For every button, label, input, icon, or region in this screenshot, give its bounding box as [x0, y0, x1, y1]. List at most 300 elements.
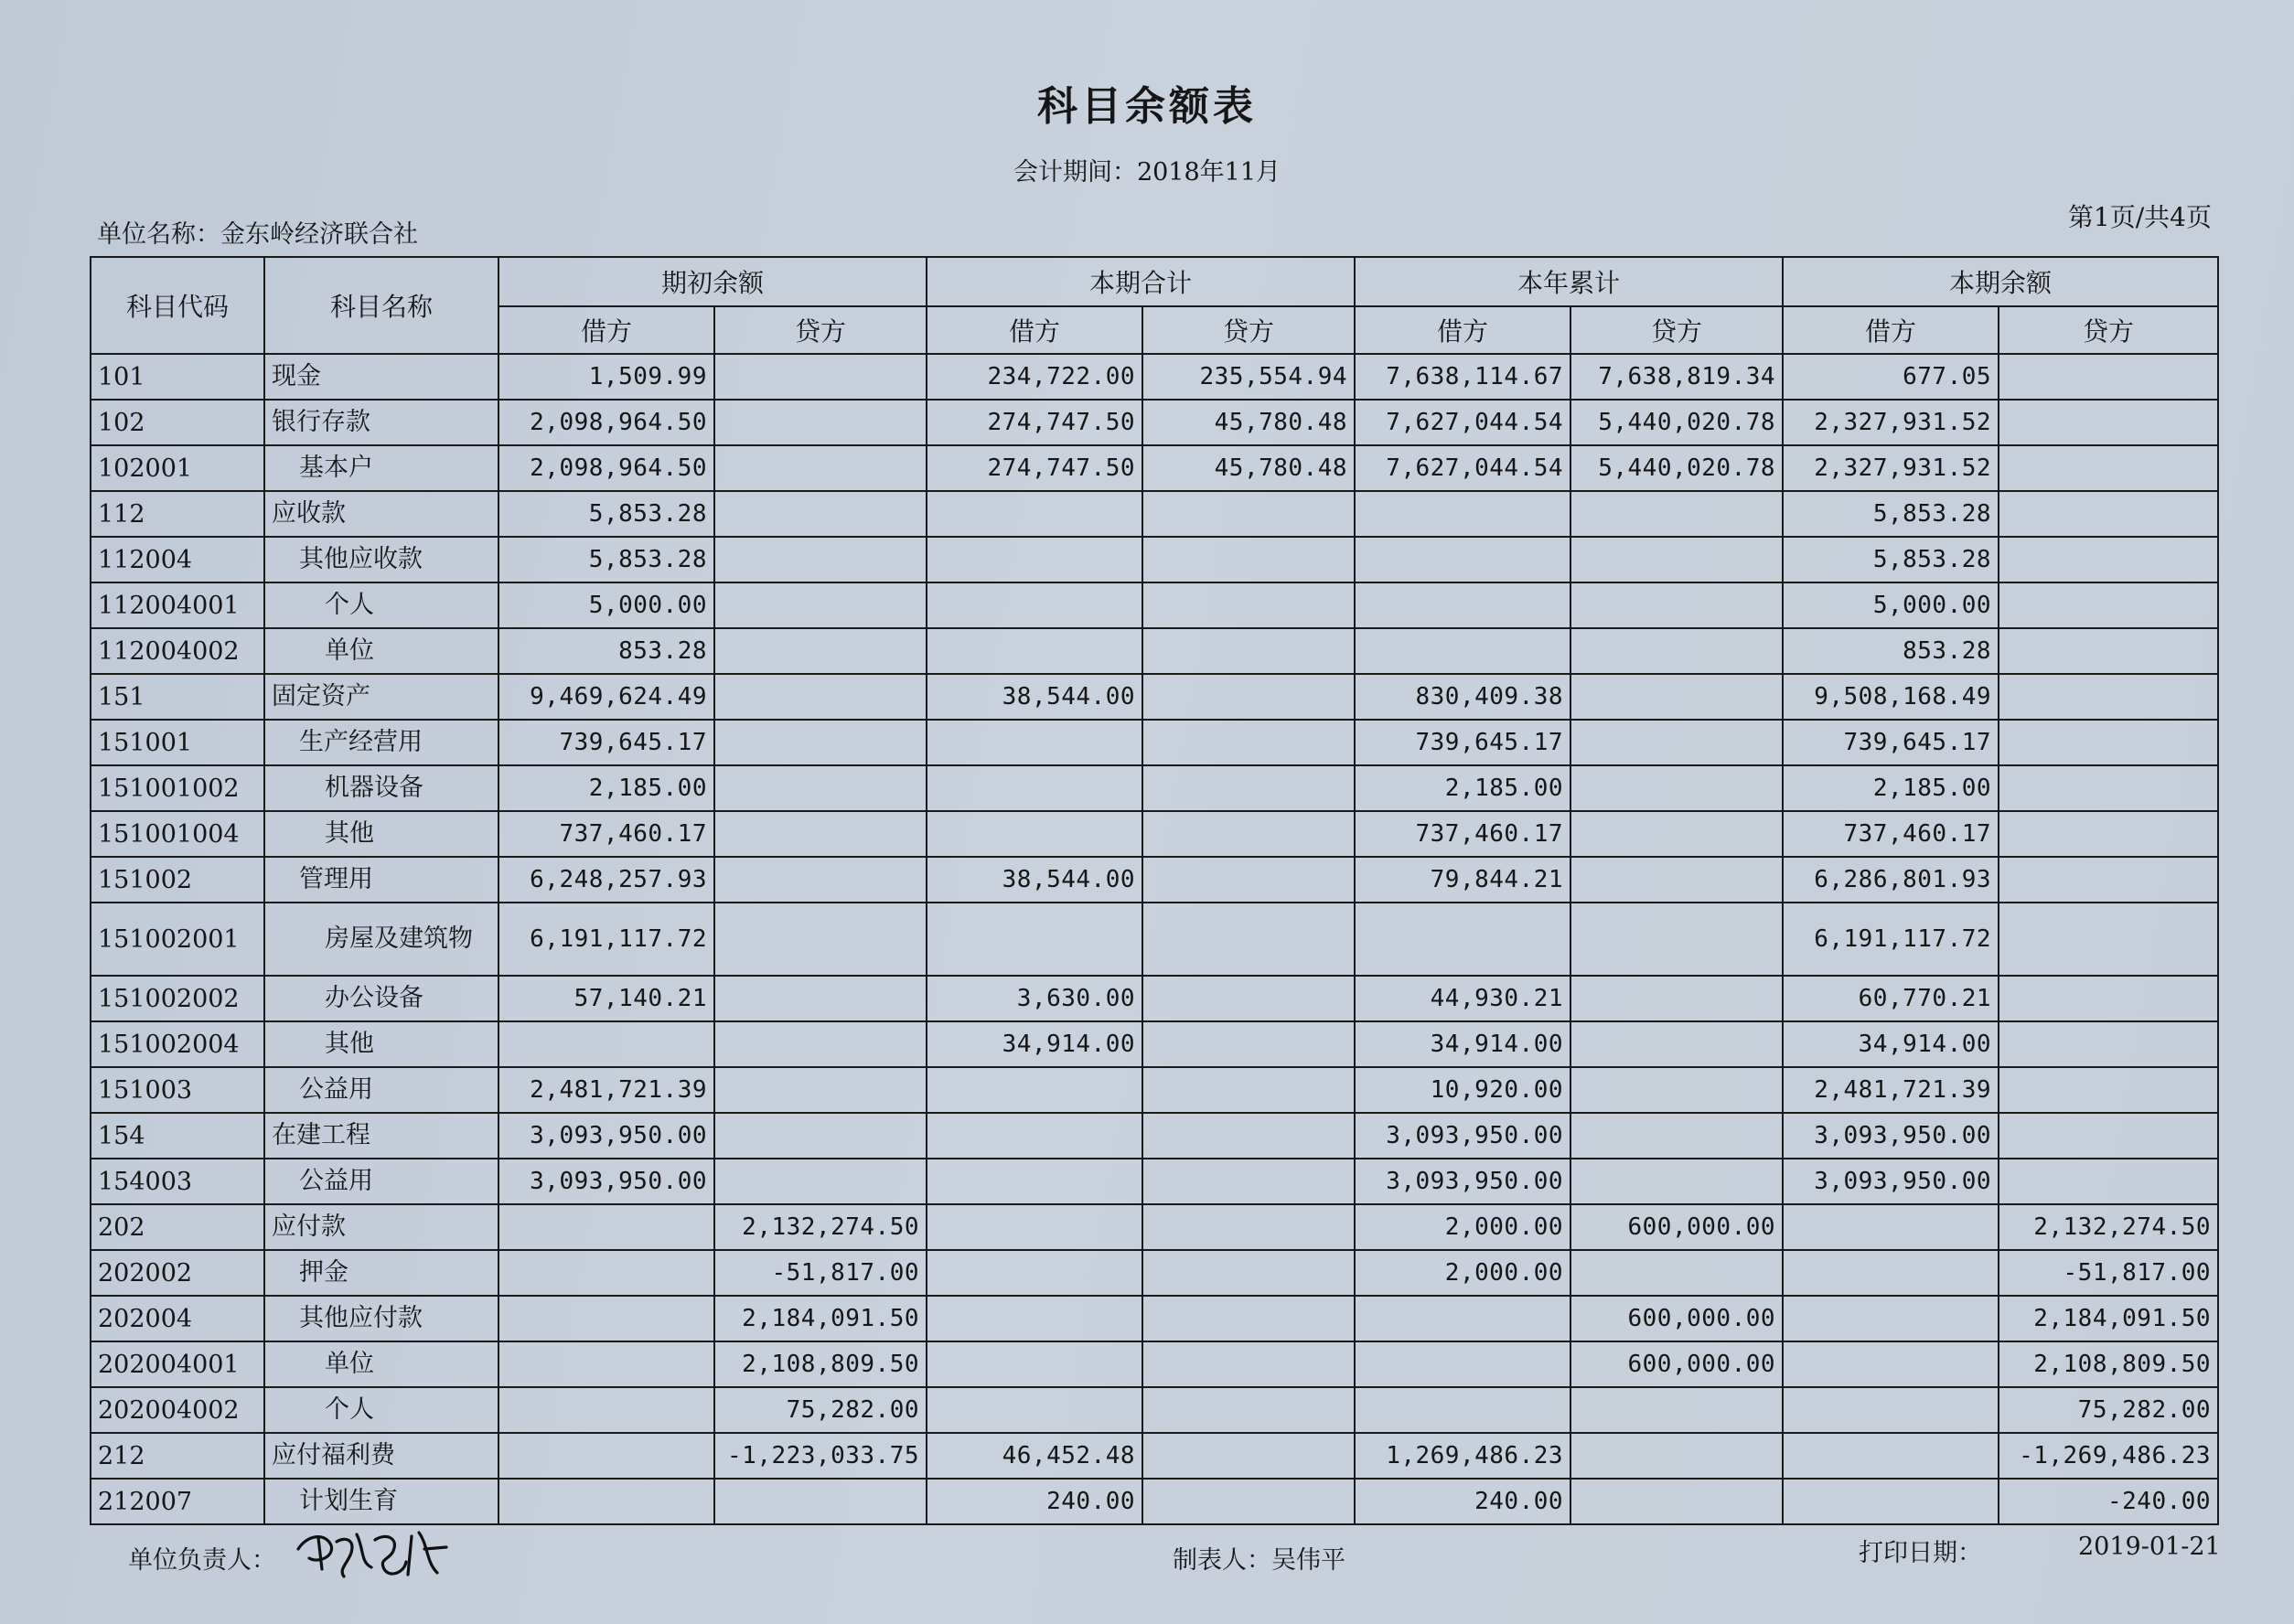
closing-credit-cell: 2,108,809.50 — [1999, 1341, 2218, 1387]
account-name: 基本户 — [264, 445, 498, 491]
header-year-to-date: 本年累计 — [1355, 257, 1783, 306]
ytd-debit-cell: 7,627,044.54 — [1355, 400, 1570, 445]
ytd-credit-cell — [1570, 491, 1783, 537]
closing-debit-cell: 3,093,950.00 — [1783, 1159, 1999, 1204]
opening-debit-cell — [498, 1204, 714, 1250]
closing-credit-cell — [1999, 976, 2218, 1021]
closing-debit-cell: 3,093,950.00 — [1783, 1113, 1999, 1159]
account-code: 151002 — [91, 857, 264, 903]
ytd-debit-cell: 44,930.21 — [1355, 976, 1570, 1021]
ytd-debit-cell: 830,409.38 — [1355, 674, 1570, 720]
period-debit-cell — [927, 1204, 1142, 1250]
account-name: 计划生育 — [264, 1479, 498, 1524]
ytd-debit-cell — [1355, 903, 1570, 976]
account-name: 其他 — [264, 1021, 498, 1067]
account-code: 112 — [91, 491, 264, 537]
table-row — [91, 1250, 2218, 1296]
table-row — [91, 1067, 2218, 1113]
page-title: 科目余额表 — [1037, 83, 1257, 130]
account-code: 112004 — [91, 537, 264, 582]
period-credit-cell — [1142, 1387, 1355, 1433]
closing-debit-cell — [1783, 1250, 1999, 1296]
table-row — [91, 1433, 2218, 1479]
ytd-debit-cell: 34,914.00 — [1355, 1021, 1570, 1067]
table-row — [91, 582, 2218, 628]
closing-debit-cell: 5,853.28 — [1783, 537, 1999, 582]
period-credit-cell — [1142, 1341, 1355, 1387]
opening-debit-cell: 3,093,950.00 — [498, 1159, 714, 1204]
period-debit-cell — [927, 720, 1142, 765]
ytd-debit-cell — [1355, 1341, 1570, 1387]
closing-credit-cell — [1999, 720, 2218, 765]
period-debit-cell — [927, 628, 1142, 674]
account-code: 151001 — [91, 720, 264, 765]
closing-debit-cell: 2,481,721.39 — [1783, 1067, 1999, 1113]
opening-debit-cell: 2,481,721.39 — [498, 1067, 714, 1113]
ytd-credit-cell — [1570, 537, 1783, 582]
ytd-credit-cell: 7,638,819.34 — [1570, 354, 1783, 400]
responsible-label: 单位负责人： — [128, 1546, 276, 1575]
ytd-debit-cell: 1,269,486.23 — [1355, 1433, 1570, 1479]
header-debit: 借方 — [1355, 306, 1570, 354]
header-closing-balance: 本期余额 — [1783, 257, 2218, 306]
ytd-credit-cell: 600,000.00 — [1570, 1296, 1783, 1341]
account-code: 212007 — [91, 1479, 264, 1524]
account-code: 202004 — [91, 1296, 264, 1341]
period-debit-cell — [927, 537, 1142, 582]
table-row — [91, 628, 2218, 674]
opening-credit-cell — [714, 1067, 927, 1113]
table-row — [91, 354, 2218, 400]
closing-credit-cell: -240.00 — [1999, 1479, 2218, 1524]
period-credit-cell — [1142, 582, 1355, 628]
ytd-credit-cell: 600,000.00 — [1570, 1341, 1783, 1387]
table-row — [91, 491, 2218, 537]
period-credit-cell — [1142, 1296, 1355, 1341]
account-name: 生产经营用 — [264, 720, 498, 765]
opening-credit-cell — [714, 491, 927, 537]
period-credit-cell — [1142, 976, 1355, 1021]
table-row — [91, 765, 2218, 811]
account-code: 202002 — [91, 1250, 264, 1296]
opening-credit-cell — [714, 976, 927, 1021]
opening-debit-cell: 1,509.99 — [498, 354, 714, 400]
ytd-credit-cell: 5,440,020.78 — [1570, 445, 1783, 491]
account-code: 202 — [91, 1204, 264, 1250]
ytd-debit-cell: 240.00 — [1355, 1479, 1570, 1524]
header-row-groups — [91, 257, 2218, 306]
ytd-credit-cell — [1570, 1433, 1783, 1479]
table-row — [91, 445, 2218, 491]
period-credit-cell — [1142, 1021, 1355, 1067]
closing-debit-cell — [1783, 1296, 1999, 1341]
period-credit-cell: 235,554.94 — [1142, 354, 1355, 400]
print-date-label: 打印日期： — [1859, 1539, 1982, 1567]
ytd-credit-cell — [1570, 976, 1783, 1021]
opening-debit-cell: 853.28 — [498, 628, 714, 674]
closing-credit-cell — [1999, 628, 2218, 674]
ytd-debit-cell — [1355, 491, 1570, 537]
opening-credit-cell — [714, 857, 927, 903]
opening-credit-cell — [714, 1159, 927, 1204]
account-name: 公益用 — [264, 1159, 498, 1204]
period-debit-cell — [927, 765, 1142, 811]
closing-credit-cell — [1999, 1113, 2218, 1159]
table-row — [91, 537, 2218, 582]
closing-debit-cell: 2,185.00 — [1783, 765, 1999, 811]
header-name: 科目名称 — [264, 257, 498, 354]
closing-debit-cell: 34,914.00 — [1783, 1021, 1999, 1067]
account-name: 应付款 — [264, 1204, 498, 1250]
opening-debit-cell: 739,645.17 — [498, 720, 714, 765]
period-debit-cell — [927, 1341, 1142, 1387]
balance-table — [90, 256, 2219, 1525]
table-row — [91, 1159, 2218, 1204]
header-opening-balance: 期初余额 — [498, 257, 927, 306]
period-credit-cell — [1142, 857, 1355, 903]
opening-credit-cell — [714, 903, 927, 976]
table-row — [91, 400, 2218, 445]
ytd-credit-cell: 5,440,020.78 — [1570, 400, 1783, 445]
period-credit-cell — [1142, 903, 1355, 976]
ytd-credit-cell — [1570, 1387, 1783, 1433]
closing-debit-cell — [1783, 1204, 1999, 1250]
handwritten-signature — [291, 1522, 456, 1586]
account-code: 102001 — [91, 445, 264, 491]
table-row — [91, 857, 2218, 903]
account-code: 212 — [91, 1433, 264, 1479]
closing-credit-cell — [1999, 765, 2218, 811]
closing-credit-cell: 2,132,274.50 — [1999, 1204, 2218, 1250]
account-code: 151002002 — [91, 976, 264, 1021]
ytd-credit-cell — [1570, 857, 1783, 903]
ytd-debit-cell: 2,000.00 — [1355, 1204, 1570, 1250]
period-credit-cell — [1142, 1067, 1355, 1113]
opening-credit-cell — [714, 1479, 927, 1524]
closing-credit-cell — [1999, 354, 2218, 400]
account-name: 应付福利费 — [264, 1433, 498, 1479]
opening-credit-cell — [714, 1113, 927, 1159]
opening-debit-cell: 57,140.21 — [498, 976, 714, 1021]
closing-debit-cell — [1783, 1479, 1999, 1524]
account-code: 101 — [91, 354, 264, 400]
account-code: 151001002 — [91, 765, 264, 811]
closing-debit-cell — [1783, 1387, 1999, 1433]
account-code: 202004002 — [91, 1387, 264, 1433]
account-name: 银行存款 — [264, 400, 498, 445]
table-row — [91, 1296, 2218, 1341]
period-credit-cell — [1142, 1113, 1355, 1159]
account-code: 112004002 — [91, 628, 264, 674]
period-debit-cell: 46,452.48 — [927, 1433, 1142, 1479]
period-credit-cell — [1142, 674, 1355, 720]
account-name: 押金 — [264, 1250, 498, 1296]
closing-credit-cell — [1999, 811, 2218, 857]
ytd-credit-cell — [1570, 903, 1783, 976]
opening-debit-cell: 6,248,257.93 — [498, 857, 714, 903]
period-credit-cell — [1142, 765, 1355, 811]
ytd-debit-cell — [1355, 537, 1570, 582]
opening-debit-cell: 3,093,950.00 — [498, 1113, 714, 1159]
table-row — [91, 976, 2218, 1021]
opening-credit-cell: 2,184,091.50 — [714, 1296, 927, 1341]
opening-credit-cell — [714, 445, 927, 491]
period-debit-cell — [927, 491, 1142, 537]
opening-credit-cell — [714, 537, 927, 582]
opening-credit-cell — [714, 354, 927, 400]
opening-debit-cell — [498, 1250, 714, 1296]
account-code: 151002004 — [91, 1021, 264, 1067]
closing-credit-cell — [1999, 857, 2218, 903]
period-debit-cell — [927, 903, 1142, 976]
ytd-debit-cell: 2,185.00 — [1355, 765, 1570, 811]
ytd-credit-cell: 600,000.00 — [1570, 1204, 1783, 1250]
period-debit-cell — [927, 1296, 1142, 1341]
period-debit-cell: 38,544.00 — [927, 674, 1142, 720]
opening-credit-cell — [714, 674, 927, 720]
header-credit: 贷方 — [1142, 306, 1355, 354]
ytd-debit-cell: 7,627,044.54 — [1355, 445, 1570, 491]
ytd-debit-cell: 10,920.00 — [1355, 1067, 1570, 1113]
account-code: 102 — [91, 400, 264, 445]
period-credit-cell — [1142, 811, 1355, 857]
opening-debit-cell — [498, 1433, 714, 1479]
period-debit-cell — [927, 811, 1142, 857]
header-code: 科目代码 — [91, 257, 264, 354]
ytd-debit-cell: 2,000.00 — [1355, 1250, 1570, 1296]
closing-credit-cell: -1,269,486.23 — [1999, 1433, 2218, 1479]
ytd-credit-cell — [1570, 674, 1783, 720]
header-period-total: 本期合计 — [927, 257, 1355, 306]
period-debit-cell: 3,630.00 — [927, 976, 1142, 1021]
table-row — [91, 811, 2218, 857]
period-debit-cell — [927, 582, 1142, 628]
header-debit: 借方 — [927, 306, 1142, 354]
ytd-debit-cell: 3,093,950.00 — [1355, 1113, 1570, 1159]
ytd-debit-cell: 737,460.17 — [1355, 811, 1570, 857]
opening-debit-cell — [498, 1387, 714, 1433]
opening-credit-cell — [714, 628, 927, 674]
header-credit: 贷方 — [1999, 306, 2218, 354]
opening-debit-cell: 5,853.28 — [498, 491, 714, 537]
account-name: 机器设备 — [264, 765, 498, 811]
ytd-debit-cell — [1355, 582, 1570, 628]
closing-credit-cell — [1999, 1067, 2218, 1113]
period-credit-cell — [1142, 1479, 1355, 1524]
account-name: 其他应付款 — [264, 1296, 498, 1341]
ytd-debit-cell: 739,645.17 — [1355, 720, 1570, 765]
period-debit-cell: 34,914.00 — [927, 1021, 1142, 1067]
period-debit-cell: 274,747.50 — [927, 445, 1142, 491]
period-debit-cell: 240.00 — [927, 1479, 1142, 1524]
opening-credit-cell — [714, 765, 927, 811]
ytd-debit-cell: 7,638,114.67 — [1355, 354, 1570, 400]
period-credit-cell — [1142, 628, 1355, 674]
account-name: 个人 — [264, 582, 498, 628]
account-code: 202004001 — [91, 1341, 264, 1387]
opening-debit-cell: 6,191,117.72 — [498, 903, 714, 976]
account-code: 151 — [91, 674, 264, 720]
account-code: 151003 — [91, 1067, 264, 1113]
account-name: 单位 — [264, 628, 498, 674]
account-name: 管理用 — [264, 857, 498, 903]
header-debit: 借方 — [498, 306, 714, 354]
closing-debit-cell: 5,000.00 — [1783, 582, 1999, 628]
period-debit-cell — [927, 1387, 1142, 1433]
ytd-credit-cell — [1570, 628, 1783, 674]
period-debit-cell — [927, 1067, 1142, 1113]
period-credit-cell — [1142, 1159, 1355, 1204]
closing-credit-cell — [1999, 674, 2218, 720]
closing-debit-cell: 6,191,117.72 — [1783, 903, 1999, 976]
ytd-credit-cell — [1570, 1159, 1783, 1204]
closing-credit-cell — [1999, 537, 2218, 582]
ytd-debit-cell: 79,844.21 — [1355, 857, 1570, 903]
account-name: 现金 — [264, 354, 498, 400]
ytd-credit-cell — [1570, 765, 1783, 811]
maker-label: 制表人：吴伟平 — [1173, 1546, 1345, 1575]
period-debit-cell — [927, 1159, 1142, 1204]
closing-debit-cell: 739,645.17 — [1783, 720, 1999, 765]
opening-credit-cell: 75,282.00 — [714, 1387, 927, 1433]
account-code: 151001004 — [91, 811, 264, 857]
ytd-debit-cell: 3,093,950.00 — [1355, 1159, 1570, 1204]
opening-debit-cell — [498, 1341, 714, 1387]
account-name: 在建工程 — [264, 1113, 498, 1159]
opening-credit-cell: -1,223,033.75 — [714, 1433, 927, 1479]
opening-debit-cell — [498, 1021, 714, 1067]
opening-credit-cell: -51,817.00 — [714, 1250, 927, 1296]
table-row — [91, 1113, 2218, 1159]
account-name: 固定资产 — [264, 674, 498, 720]
period-credit-cell — [1142, 1250, 1355, 1296]
closing-credit-cell — [1999, 491, 2218, 537]
period-debit-cell: 274,747.50 — [927, 400, 1142, 445]
closing-credit-cell: 75,282.00 — [1999, 1387, 2218, 1433]
period-credit-cell — [1142, 1433, 1355, 1479]
closing-debit-cell: 5,853.28 — [1783, 491, 1999, 537]
ytd-credit-cell — [1570, 1479, 1783, 1524]
opening-credit-cell — [714, 582, 927, 628]
period-debit-cell — [927, 1113, 1142, 1159]
period-credit-cell: 45,780.48 — [1142, 445, 1355, 491]
header-debit: 借方 — [1783, 306, 1999, 354]
closing-credit-cell — [1999, 400, 2218, 445]
period-credit-cell — [1142, 1204, 1355, 1250]
opening-debit-cell — [498, 1296, 714, 1341]
period-credit-cell — [1142, 720, 1355, 765]
header-credit: 贷方 — [1570, 306, 1783, 354]
ytd-debit-cell — [1355, 1387, 1570, 1433]
period-credit-cell — [1142, 537, 1355, 582]
closing-credit-cell — [1999, 1021, 2218, 1067]
account-name: 其他应收款 — [264, 537, 498, 582]
closing-debit-cell: 9,508,168.49 — [1783, 674, 1999, 720]
ytd-credit-cell — [1570, 811, 1783, 857]
closing-credit-cell: 2,184,091.50 — [1999, 1296, 2218, 1341]
closing-credit-cell — [1999, 582, 2218, 628]
ytd-credit-cell — [1570, 1250, 1783, 1296]
account-name: 应收款 — [264, 491, 498, 537]
opening-debit-cell: 2,098,964.50 — [498, 445, 714, 491]
period-debit-cell — [927, 1250, 1142, 1296]
opening-debit-cell — [498, 1479, 714, 1524]
opening-credit-cell: 2,108,809.50 — [714, 1341, 927, 1387]
ytd-credit-cell — [1570, 1067, 1783, 1113]
account-code: 151002001 — [91, 903, 264, 976]
table-row — [91, 1204, 2218, 1250]
closing-credit-cell — [1999, 445, 2218, 491]
closing-credit-cell: -51,817.00 — [1999, 1250, 2218, 1296]
period-credit-cell: 45,780.48 — [1142, 400, 1355, 445]
account-name: 办公设备 — [264, 976, 498, 1021]
account-name: 公益用 — [264, 1067, 498, 1113]
table-row — [91, 1021, 2218, 1067]
table-row — [91, 674, 2218, 720]
table-row — [91, 1341, 2218, 1387]
account-code: 112004001 — [91, 582, 264, 628]
unit-name: 单位名称：金东岭经济联合社 — [97, 220, 418, 249]
table-row — [91, 1479, 2218, 1524]
period-debit-cell: 38,544.00 — [927, 857, 1142, 903]
accounting-period: 会计期间：2018年11月 — [1013, 158, 1281, 187]
account-name: 个人 — [264, 1387, 498, 1433]
account-code: 154 — [91, 1113, 264, 1159]
closing-debit-cell — [1783, 1433, 1999, 1479]
closing-debit-cell: 853.28 — [1783, 628, 1999, 674]
closing-debit-cell: 2,327,931.52 — [1783, 400, 1999, 445]
page-indicator: 第1页/共4页 — [2067, 202, 2212, 232]
opening-debit-cell: 2,098,964.50 — [498, 400, 714, 445]
opening-debit-cell: 737,460.17 — [498, 811, 714, 857]
ytd-debit-cell — [1355, 628, 1570, 674]
ytd-credit-cell — [1570, 1021, 1783, 1067]
ytd-debit-cell — [1355, 1296, 1570, 1341]
ytd-credit-cell — [1570, 582, 1783, 628]
closing-debit-cell: 6,286,801.93 — [1783, 857, 1999, 903]
closing-debit-cell: 737,460.17 — [1783, 811, 1999, 857]
period-debit-cell: 234,722.00 — [927, 354, 1142, 400]
ytd-credit-cell — [1570, 1113, 1783, 1159]
closing-credit-cell — [1999, 903, 2218, 976]
table-body — [91, 354, 2218, 1524]
opening-credit-cell — [714, 1021, 927, 1067]
table-row — [91, 903, 2218, 976]
opening-debit-cell: 2,185.00 — [498, 765, 714, 811]
opening-debit-cell: 9,469,624.49 — [498, 674, 714, 720]
closing-debit-cell: 60,770.21 — [1783, 976, 1999, 1021]
period-credit-cell — [1142, 491, 1355, 537]
closing-debit-cell — [1783, 1341, 1999, 1387]
opening-credit-cell: 2,132,274.50 — [714, 1204, 927, 1250]
print-date: 2019-01-21 — [2078, 1533, 2221, 1561]
opening-credit-cell — [714, 720, 927, 765]
closing-debit-cell: 2,327,931.52 — [1783, 445, 1999, 491]
closing-debit-cell: 677.05 — [1783, 354, 1999, 400]
header-credit: 贷方 — [714, 306, 927, 354]
opening-credit-cell — [714, 400, 927, 445]
account-name: 单位 — [264, 1341, 498, 1387]
account-name: 其他 — [264, 811, 498, 857]
opening-debit-cell: 5,000.00 — [498, 582, 714, 628]
closing-credit-cell — [1999, 1159, 2218, 1204]
opening-credit-cell — [714, 811, 927, 857]
table-row — [91, 1387, 2218, 1433]
account-code: 154003 — [91, 1159, 264, 1204]
table-row — [91, 720, 2218, 765]
account-name: 房屋及建筑物 — [264, 903, 498, 976]
opening-debit-cell: 5,853.28 — [498, 537, 714, 582]
